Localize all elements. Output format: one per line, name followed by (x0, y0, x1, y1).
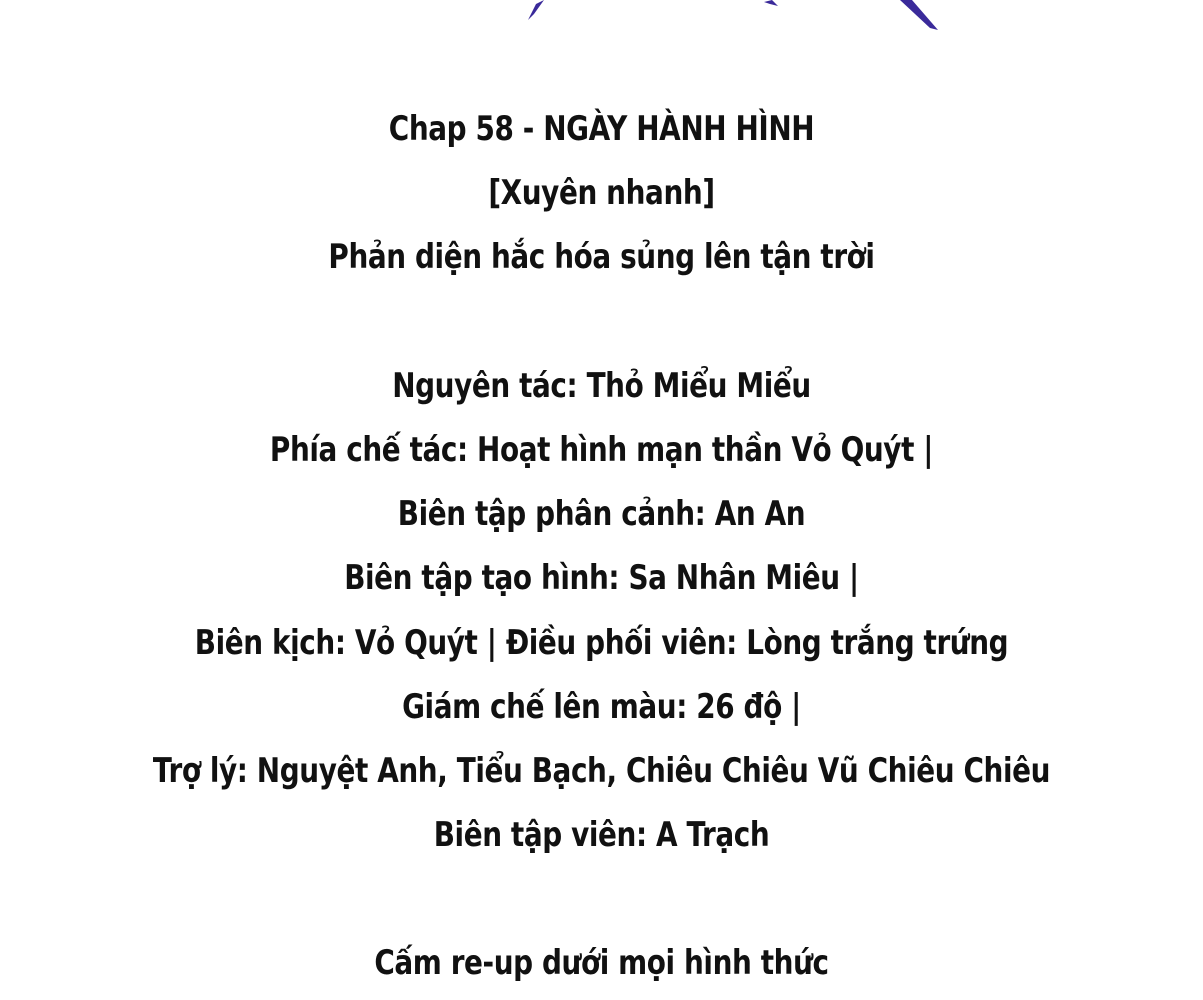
spacer (0, 290, 1203, 354)
credits-block (0, 97, 1203, 996)
brush-stroke-right (900, 0, 938, 30)
credit-production: Phía chế tác: Hoạt hình mạn thần Vỏ Quýt | (269, 429, 934, 470)
credit-editor: Biên tập viên: A Trạch (433, 815, 770, 856)
credit-screenwriter-coordinator: Biên kịch: Vỏ Quýt | Điều phối viên: Lòng trắng trứng (194, 622, 1009, 663)
genre-label: [Xuyên nhanh] (488, 173, 715, 214)
brush-stroke-left (528, 0, 544, 20)
brush-stroke-decoration (0, 0, 1203, 40)
credit-character-design-editor: Biên tập tạo hình: Sa Nhân Miêu | (344, 558, 859, 599)
brush-stroke-middle (764, 0, 778, 6)
reupload-notice: Cấm re-up dưới mọi hình thức (374, 943, 829, 984)
credit-coloring-supervisor: Giám chế lên màu: 26 độ | (402, 686, 801, 727)
credit-storyboard-editor: Biên tập phân cảnh: An An (397, 494, 806, 535)
credit-assistants: Trợ lý: Nguyệt Anh, Tiểu Bạch, Chiêu Chiêu Vũ Chiêu Chiêu (152, 750, 1051, 791)
spacer (0, 867, 1203, 931)
series-title: Phản diện hắc hóa sủng lên tận trời (328, 237, 875, 278)
credit-original-author: Nguyên tác: Thỏ Miểu Miểu (392, 365, 811, 406)
chapter-title: Chap 58 - NGÀY HÀNH HÌNH (388, 109, 815, 149)
